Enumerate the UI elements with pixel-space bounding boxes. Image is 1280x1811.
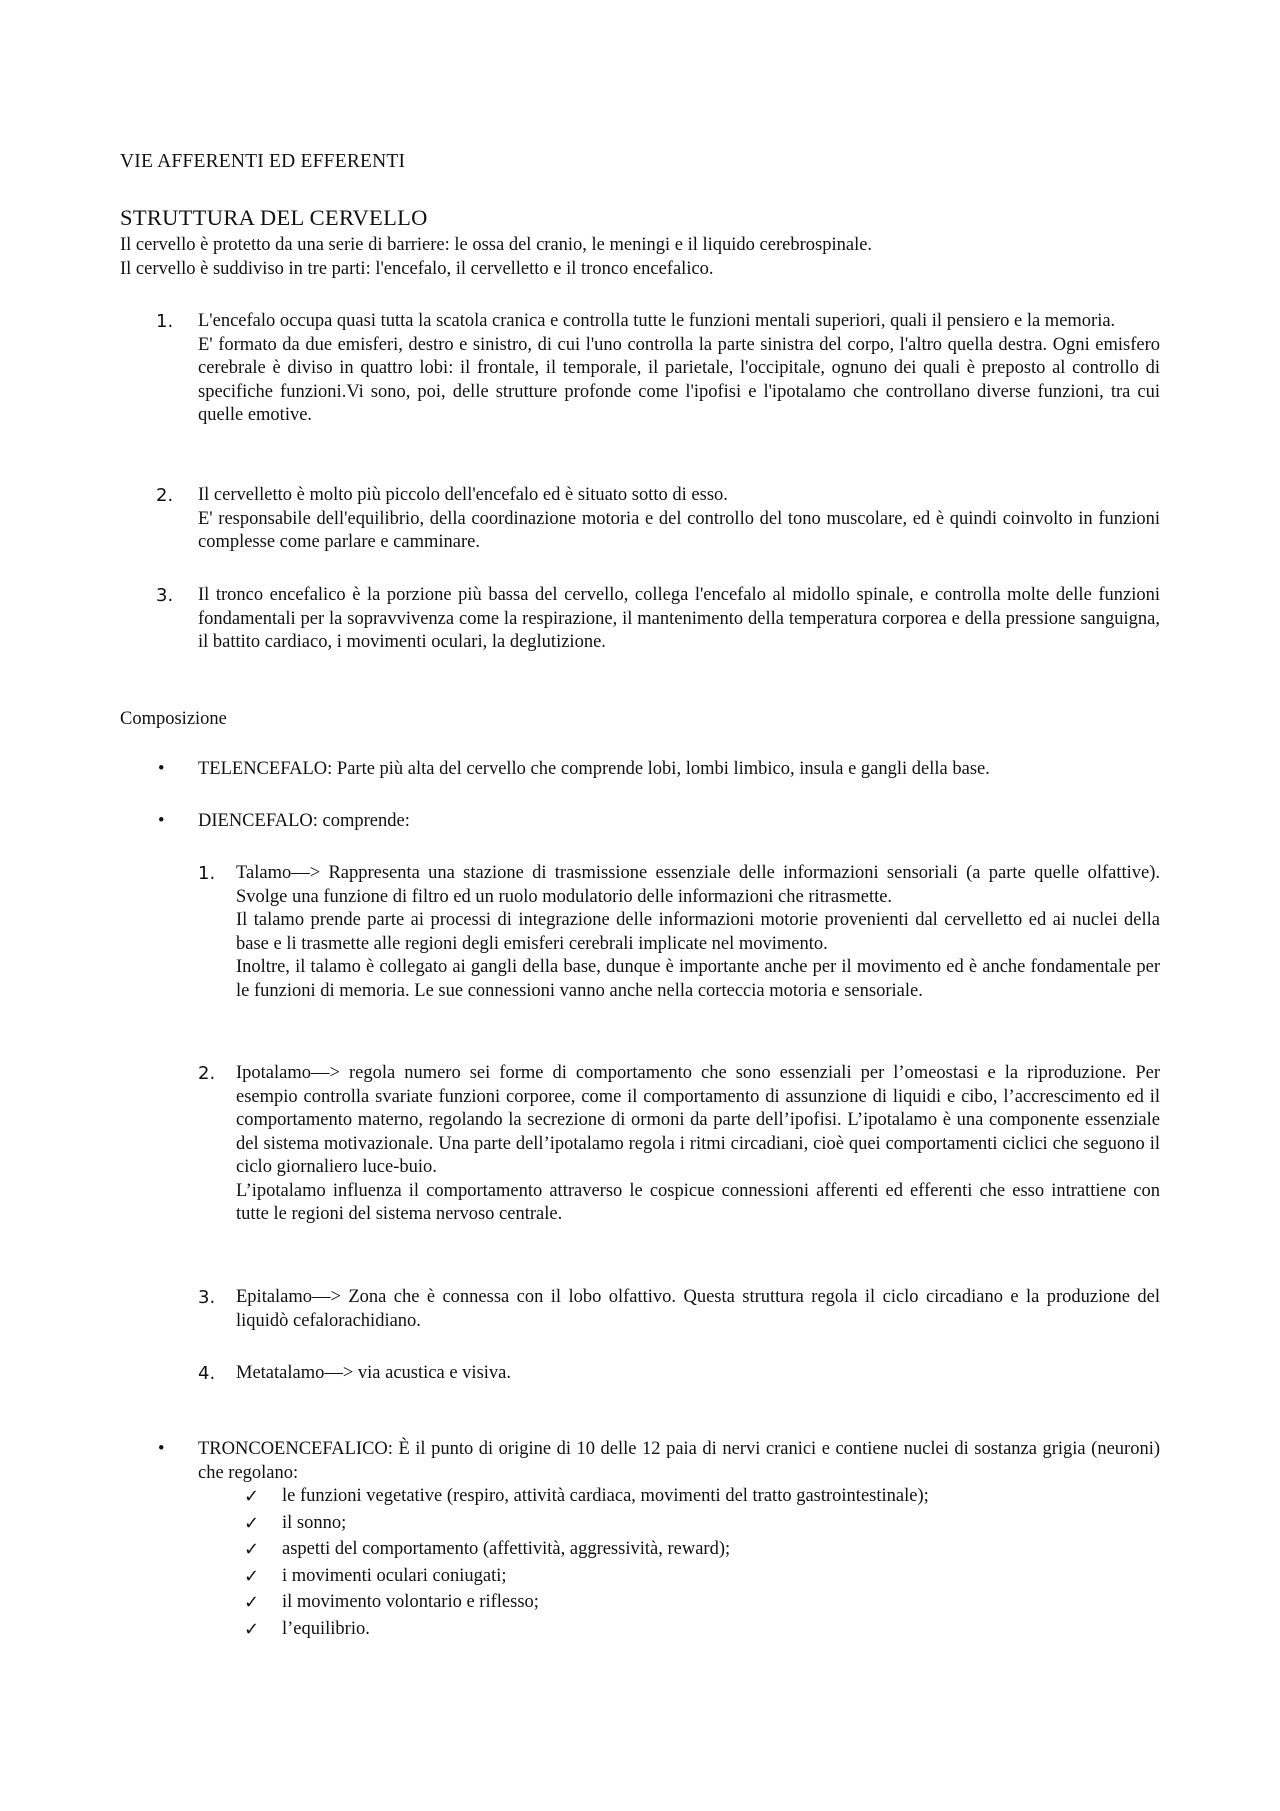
checkmark-icon: ✓ — [244, 1512, 260, 1534]
paragraph: Inoltre, il talamo è collegato ai gangli della base, dunque è importante anche per il movimento ed è anche fondamentale per le funzioni di memoria. Le sue connessioni vanno anche nella corteccia motoria e sensoriale. — [236, 957, 1160, 1001]
paragraph: Il talamo prende parte ai processi di integrazione delle informazioni motorie provenienti dal cervelletto ed ai nuclei della base e li trasmette alle regioni degli emisferi cerebrali implicate nel movimento. — [236, 910, 1160, 954]
numbered-item — [120, 484, 1160, 555]
paragraph: Ipotalamo—> regola numero sei forme di comportamento che sono essenziali per l’omeostasi e la riproduzione. Per esempio controlla svariate funzioni corporee, come il comportamento di assunzione di liquidi e cibo, l’accrescimento ed il comportamento materno, regolando la secrezione di ormoni da parte dell’ipofisi. L’ipotalamo è una componente essenziale del sistema motivazionale. Una parte dell’ipotalamo regola i ritmi circadiani, cioè quei comportamenti ciclici che seguono il ciclo giornaliero luce-buio. — [236, 1063, 1160, 1177]
intro — [120, 234, 1160, 281]
list-number: 1. — [156, 311, 174, 332]
diencefalo-ipotalamo — [120, 1062, 1160, 1227]
list-number: 4. — [198, 1363, 216, 1384]
list-item-text: l’equilibrio. — [282, 1618, 370, 1639]
checkmark-icon: ✓ — [244, 1565, 260, 1587]
paragraph: Epitalamo—> Zona che è connessa con il lobo olfattivo. Questa struttura regola il ciclo circadiano e la produzione del liquidò cefalorachidiano. — [236, 1287, 1160, 1331]
numbered-item — [120, 584, 1160, 655]
list-item-text: aspetti del comportamento (affettività, aggressività, reward); — [282, 1539, 731, 1559]
diencefalo-epitalamo — [120, 1286, 1160, 1333]
paragraph: Talamo—> Rappresenta una stazione di trasmissione essenziale delle informazioni sensoriali (a parte quelle olfattive). Svolge una funzione di filtro ed un ruolo modulatorio delle informazioni che ritrasmette. — [236, 863, 1160, 907]
checkmark-icon: ✓ — [244, 1618, 260, 1640]
section-title: STRUTTURA DEL CERVELLO — [120, 205, 428, 230]
paragraph: E' formato da due emisferi, destro e sinistro, di cui l'uno controlla la parte sinistra del corpo, l'altro quella destra. Ogni emisfero cerebrale è diviso in quattro lobi: il frontale, il temporale, il parietale, l'occipitale, ognuno dei quali è preposto al controllo di specifiche funzioni.Vi sono, poi, delle strutture profonde come l'ipofisi e l'ipotalamo che controllano diverse funzioni, tra cui quelle emotive. — [198, 334, 1160, 425]
diencefalo-metatalamo — [120, 1362, 1160, 1386]
paragraph: Il cervelletto è molto più piccolo dell'encefalo ed è situato sotto di esso. — [198, 485, 728, 505]
bullet-icon: • — [158, 759, 165, 779]
list-item-text: il movimento volontario e riflesso; — [282, 1592, 539, 1612]
bullet-text: DIENCEFALO: comprende: — [198, 811, 410, 831]
paragraph: E' responsabile dell'equilibrio, della coordinazione motoria e del controllo del tono muscolare, ed è quindi coinvolto in funzioni complesse come parlare e camminare. — [198, 508, 1160, 552]
checkmark-icon: ✓ — [244, 1486, 260, 1507]
paragraph: L’ipotalamo influenza il comportamento attraverso le cospicue connessioni afferenti ed efferenti che esso intrattiene con tutte le regioni del sistema nervoso centrale. — [236, 1180, 1160, 1224]
paragraph: Il tronco encefalico è la porzione più bassa del cervello, collega l'encefalo al midollo spinale, e controlla molte delle funzioni fondamentali per la sopravvivenza come la respirazione, il mantenimento della temperatura corporea e della pressione sanguigna, il battito cardiaco, i movimenti oculari, la deglutizione. — [198, 585, 1160, 652]
composition-title: Composizione — [120, 709, 227, 729]
list-item — [120, 1618, 1160, 1645]
list-item-text: i movimenti oculari coniugati; — [282, 1565, 507, 1586]
list-item — [120, 1485, 1160, 1512]
list-item — [120, 1565, 1160, 1592]
list-item-text: il sonno; — [282, 1512, 347, 1533]
numbered-subitem — [120, 1286, 1160, 1333]
brain-part-encefalo — [120, 310, 1160, 428]
bullet-icon: • — [158, 1439, 165, 1459]
numbered-subitem — [120, 1362, 1160, 1386]
numbered-item — [120, 310, 1160, 428]
list-number: 3. — [198, 1287, 216, 1308]
diencefalo-talamo — [120, 862, 1160, 1003]
list-number: 1. — [198, 863, 216, 884]
intro-line: Il cervello è suddiviso in tre parti: l'encefalo, il cervelletto e il tronco encefalico. — [120, 258, 714, 279]
paragraph: L'encefalo occupa quasi tutta la scatola cranica e controlla tutte le funzioni mentali superiori, quali il pensiero e la memoria. — [198, 311, 1116, 331]
brain-part-tronco — [120, 584, 1160, 655]
list-item — [120, 1512, 1160, 1539]
list-item-text: le funzioni vegetative (respiro, attività cardiaca, movimenti del tratto gastrointestinale); — [282, 1486, 929, 1506]
list-item — [120, 1591, 1160, 1618]
numbered-subitem — [120, 862, 1160, 1003]
list-number: 2. — [198, 1063, 216, 1084]
telencefalo-bullet — [120, 758, 1160, 782]
checkmark-icon: ✓ — [244, 1592, 260, 1613]
checkmark-icon: ✓ — [244, 1539, 260, 1560]
brain-part-cervelletto — [120, 484, 1160, 555]
bullet-item — [120, 758, 1160, 782]
main-title: VIE AFFERENTI ED EFFERENTI — [120, 151, 406, 172]
troncoencefalico-bullet — [120, 1438, 1160, 1644]
bullet-item — [120, 1438, 1160, 1485]
diencefalo-bullet — [120, 810, 1160, 834]
list-item — [120, 1538, 1160, 1565]
paragraph: Metatalamo—> via acustica e visiva. — [236, 1363, 511, 1383]
list-number: 3. — [156, 585, 174, 606]
bullet-text: TELENCEFALO: Parte più alta del cervello che comprende lobi, lombi limbico, insula e gangli della base. — [198, 759, 990, 779]
intro-line: Il cervello è protetto da una serie di barriere: le ossa del cranio, le meningi e il liquido cerebrospinale. — [120, 235, 873, 255]
bullet-text: TRONCOENCEFALICO: È il punto di origine di 10 delle 12 paia di nervi cranici e contiene nuclei di sostanza grigia (neuroni) che regolano: — [198, 1439, 1160, 1483]
function-checklist — [120, 1485, 1160, 1644]
list-number: 2. — [156, 485, 174, 506]
bullet-item — [120, 810, 1160, 834]
numbered-subitem — [120, 1062, 1160, 1227]
bullet-icon: • — [158, 811, 165, 831]
